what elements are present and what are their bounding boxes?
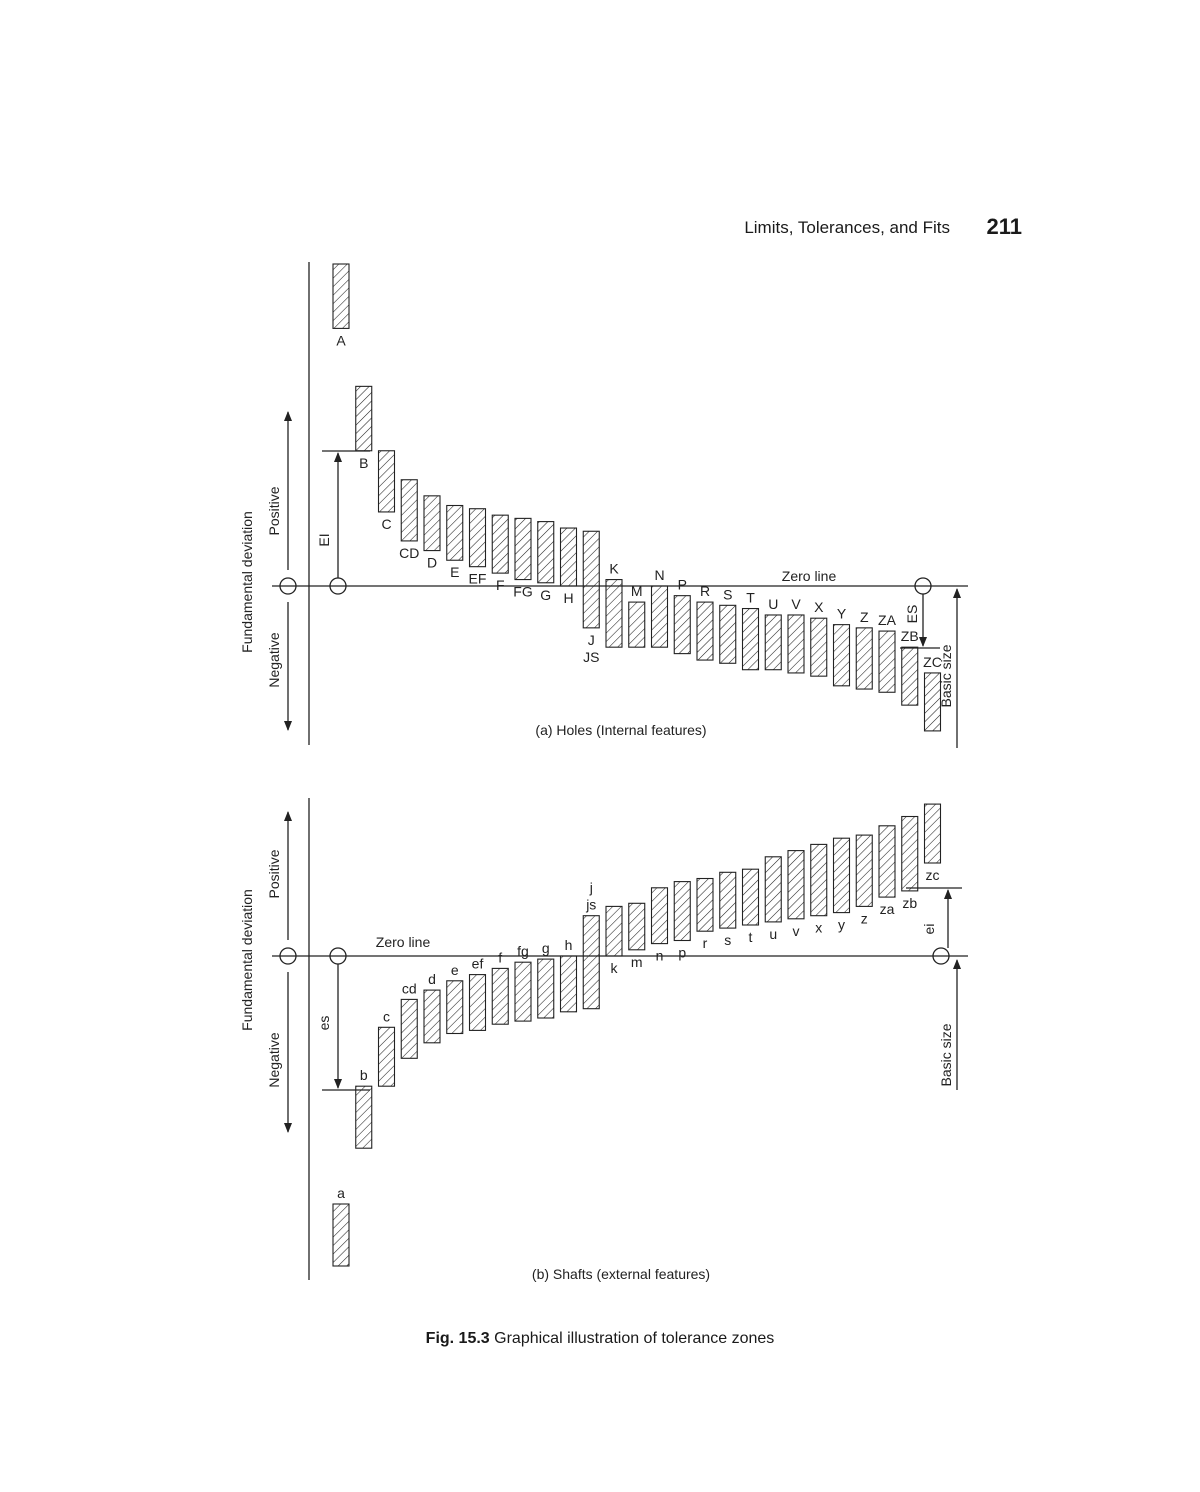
- holes-zone-c: [379, 451, 395, 512]
- holes-zone-s: [720, 605, 736, 663]
- shafts-zone-g: [538, 959, 554, 1018]
- figure-caption: [0, 1330, 1200, 1348]
- holes-zone-label-z: Z: [859, 608, 869, 625]
- holes-zone-h: [561, 528, 577, 586]
- shafts-zone-label-x: x: [815, 919, 823, 936]
- holes-zone-u: [765, 615, 781, 670]
- holes-zone-label-zc: ZC: [923, 653, 942, 670]
- holes-zone-label-js: JS: [583, 648, 600, 665]
- shafts-zone-label-m: m: [630, 953, 643, 970]
- holes-zone-label-fg: FG: [513, 583, 533, 600]
- holes-zone-n: [652, 586, 668, 647]
- holes-zone-p: [674, 596, 690, 654]
- shafts-zone-label-za: za: [879, 901, 895, 918]
- holes-zone-label-c: C: [381, 515, 392, 532]
- shafts-zone-label-z: z: [860, 910, 868, 927]
- shafts-zone-t: [743, 869, 759, 925]
- caption-label: Fig. 15.3: [425, 1330, 490, 1347]
- holes-zone-z: [856, 628, 872, 689]
- holes-zone-label-x: X: [814, 599, 824, 616]
- holes-zone-label-j: J: [587, 631, 595, 648]
- shafts-zone-label-g: g: [541, 940, 550, 957]
- shafts-zones: [333, 804, 941, 1266]
- shafts-zone-label-ef: ef: [471, 955, 484, 972]
- shafts-zone-label-d: d: [428, 971, 436, 988]
- holes-zone-label-a: A: [336, 332, 346, 349]
- shafts-basic-size-label: Basic size: [938, 1023, 954, 1087]
- holes-zone-cd: [401, 480, 417, 541]
- shafts-zone-label-zb: zb: [902, 894, 918, 911]
- shafts-zone-label-s: s: [724, 932, 732, 949]
- holes-zone-b: [356, 386, 372, 450]
- shafts-zone-a: [333, 1204, 349, 1266]
- holes-zone-label-n: N: [654, 567, 665, 583]
- shafts-fundamental-deviation-label: Fundamental deviation: [239, 889, 255, 1031]
- holes-zone-t: [743, 609, 759, 670]
- holes-zone-ef: [470, 509, 486, 567]
- shafts-positive-label: Positive: [266, 849, 282, 899]
- shafts-zone-label-n: n: [655, 947, 664, 964]
- holes-zone-m: [629, 602, 645, 647]
- shafts-zone-label-b: b: [359, 1067, 368, 1084]
- shafts-zone-n: [652, 888, 668, 944]
- shafts-zone-label-js: js: [586, 896, 597, 913]
- shafts-es-label: es: [316, 1015, 332, 1031]
- shafts-zone-label-e: e: [450, 961, 459, 978]
- shafts-zone-za: [879, 826, 895, 897]
- shafts-negative-label: Negative: [266, 1032, 282, 1088]
- holes-negative-label: Negative: [266, 632, 282, 688]
- shafts-subtitle: (b) Shafts (external features): [531, 1266, 711, 1282]
- holes-zones: [333, 264, 942, 731]
- shafts-zone-u: [765, 857, 781, 922]
- holes-zone-label-b: B: [359, 454, 369, 471]
- shafts-zone-fg: [515, 962, 531, 1021]
- shafts-zone-label-v: v: [792, 922, 800, 939]
- holes-zone-label-za: ZA: [878, 612, 896, 629]
- shafts-zone-label-t: t: [748, 929, 753, 945]
- shafts-zone-label-zc: zc: [925, 867, 940, 883]
- shafts-zone-p: [674, 882, 690, 941]
- holes-subtitle: (a) Holes (Internal features): [535, 722, 707, 738]
- shafts-zone-label-u: u: [769, 925, 778, 942]
- holes-zone-fg: [515, 518, 531, 579]
- shafts-zone-f: [492, 968, 508, 1024]
- holes-zone-a: [333, 264, 349, 328]
- shafts-zone-ef: [470, 975, 486, 1031]
- holes-zone-label-h: H: [563, 590, 574, 606]
- shafts-ei-label: ei: [921, 923, 937, 935]
- holes-zone-d: [424, 496, 440, 551]
- holes-zone-label-t: T: [746, 589, 755, 606]
- holes-ei-label: EI: [316, 533, 332, 547]
- shafts-zone-m: [629, 903, 645, 950]
- shafts-zone-label-y: y: [838, 916, 845, 933]
- holes-zone-label-cd: CD: [399, 544, 420, 561]
- shafts-zone-label-k: k: [610, 960, 618, 976]
- holes-zone-label-u: U: [768, 595, 779, 612]
- shafts-zero-line-label: Zero line: [375, 934, 431, 950]
- holes-zone-k: [606, 580, 622, 648]
- holes-zone-y: [834, 625, 850, 686]
- shafts-zone-zb: [902, 817, 918, 891]
- holes-es-label: ES: [904, 604, 920, 624]
- holes-zone-label-m: M: [630, 583, 643, 600]
- shafts-zone-label-cd: cd: [401, 980, 417, 997]
- holes-zone-r: [697, 602, 713, 660]
- holes-zone-label-d: D: [426, 554, 438, 571]
- holes-zone-label-p: P: [677, 576, 687, 593]
- holes-zone-label-f: F: [495, 577, 505, 594]
- holes-zone-za: [879, 631, 895, 692]
- holes-zone-g: [538, 522, 554, 583]
- shafts-zone-label-f: f: [498, 949, 503, 966]
- holes-zone-label-g: G: [540, 586, 552, 603]
- holes-positive-label: Positive: [266, 486, 282, 536]
- holes-zone-zb: [902, 647, 918, 705]
- holes-zone-label-e: E: [450, 564, 460, 581]
- shafts-zone-label-j: j: [589, 879, 593, 896]
- holes-zone-label-y: Y: [836, 605, 847, 622]
- shafts-zone-v: [788, 851, 804, 919]
- shafts-zone-label-fg: fg: [517, 943, 529, 960]
- page-number: 211: [986, 214, 1022, 239]
- shafts-zone-zc: [925, 804, 941, 863]
- shafts-zone-r: [697, 879, 713, 932]
- holes-zone-v: [788, 615, 804, 673]
- holes-zone-label-k: K: [609, 560, 619, 577]
- shafts-zone-jjs: [583, 916, 599, 1009]
- shafts-zone-s: [720, 872, 736, 928]
- shafts-zone-h: [561, 956, 577, 1012]
- holes-zero-line-label: Zero line: [781, 568, 837, 584]
- holes-zone-e: [447, 506, 463, 561]
- shafts-zone-label-a: a: [337, 1185, 345, 1201]
- holes-zone-label-ef: EF: [468, 570, 487, 587]
- shafts-zone-x: [811, 844, 827, 915]
- holes-fundamental-deviation-label: Fundamental deviation: [239, 511, 255, 653]
- holes-basic-size-label: Basic size: [938, 644, 954, 708]
- shafts-zone-label-p: p: [678, 944, 687, 961]
- holes-zone-jjs: [583, 531, 599, 628]
- shafts-zone-b: [356, 1086, 372, 1148]
- shafts-zone-k: [606, 906, 622, 956]
- shafts-zone-c: [379, 1027, 395, 1086]
- shafts-zone-z: [856, 835, 872, 906]
- holes-zone-label-s: S: [723, 586, 733, 603]
- holes-zone-label-v: V: [791, 595, 801, 612]
- holes-zone-label-zb: ZB: [900, 628, 919, 645]
- shafts-zone-e: [447, 981, 463, 1034]
- caption-text: Graphical illustration of tolerance zones: [494, 1330, 775, 1347]
- shafts-zone-d: [424, 990, 440, 1043]
- shafts-zone-label-c: c: [383, 1008, 390, 1025]
- holes-zone-f: [492, 515, 508, 573]
- shafts-zone-label-r: r: [702, 935, 708, 952]
- shafts-zone-label-h: h: [564, 937, 573, 953]
- holes-zone-x: [811, 618, 827, 676]
- shafts-zone-y: [834, 838, 850, 912]
- running-title: Limits, Tolerances, and Fits: [744, 218, 950, 237]
- shafts-zone-cd: [401, 999, 417, 1058]
- holes-zone-label-r: R: [699, 583, 711, 600]
